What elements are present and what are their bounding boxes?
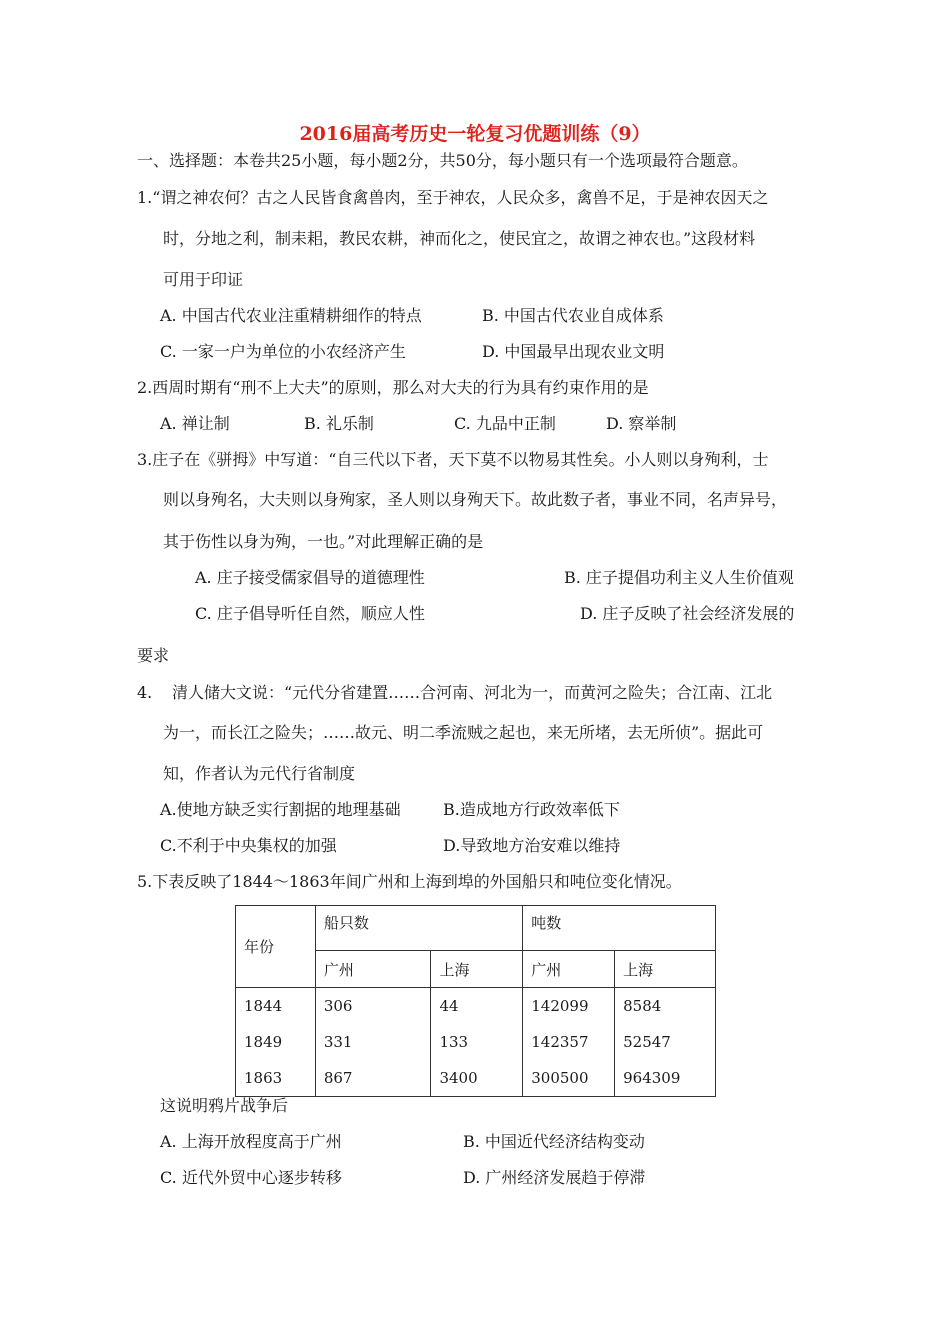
q1-stem-line1: 1.“谓之神农何？古之人民皆食禽兽肉，至于神农，人民众多，禽兽不足，于是神农因天之 <box>137 188 769 207</box>
q4-option-d: D.导致地方治安难以维持 <box>443 836 621 855</box>
table-header-ships: 船只数 <box>315 906 522 951</box>
q4-option-a: A.使地方缺乏实行割据的地理基础 <box>160 800 401 819</box>
table-subheader-cell: 广州 <box>315 951 431 988</box>
q5-option-b: B. 中国近代经济结构变动 <box>463 1132 645 1151</box>
q1-stem-line2: 时，分地之利，制耒耜，教民农耕，神而化之，使民宜之，故谓之神农也。”这段材料 <box>163 229 756 248</box>
table-header-tonnage: 吨数 <box>523 906 716 951</box>
ship-tonnage-table <box>235 905 716 1097</box>
table-cell: 133 <box>431 1024 523 1060</box>
table-cell: 142099 <box>523 988 615 1025</box>
table-subheader-cell: 上海 <box>615 951 716 988</box>
q4-option-c: C.不利于中央集权的加强 <box>160 836 337 855</box>
q3-stem-line3: 其于伤性以身为殉，一也。”对此理解正确的是 <box>163 532 484 551</box>
table-cell: 3400 <box>431 1060 523 1097</box>
table-cell: 1844 <box>236 988 316 1025</box>
q3-stem-line2: 则以身殉名，大夫则以身殉家，圣人则以身殉天下。故此数子者，事业不同，名声异号， <box>163 490 788 509</box>
q4-stem-line1: 清人储大文说：“元代分省建置……合河南、河北为一，而黄河之险失；合江南、江北 <box>172 683 773 702</box>
table-subheader-cell: 广州 <box>523 951 615 988</box>
section-header: 一、选择题：本卷共25小题，每小题2分，共50分，每小题只有一个选项最符合题意。 <box>137 151 748 170</box>
table-row <box>236 1024 716 1060</box>
q3-option-a: A. 庄子接受儒家倡导的道德理性 <box>195 568 425 587</box>
q4-stem-line3: 知，作者认为元代行省制度 <box>163 764 356 783</box>
q4-stem-line2: 为一，而长江之险失；……故元、明二季流贼之起也，来无所堵，去无所侦”。据此可 <box>163 723 764 742</box>
q3-option-b: B. 庄子提倡功利主义人生价值观 <box>564 568 794 587</box>
table-cell: 964309 <box>615 1060 716 1097</box>
q5-option-d: D. 广州经济发展趋于停滞 <box>463 1168 646 1187</box>
table-cell: 1863 <box>236 1060 316 1097</box>
q1-stem-line3: 可用于印证 <box>163 270 244 289</box>
table-cell: 867 <box>315 1060 431 1097</box>
table-cell: 331 <box>315 1024 431 1060</box>
q2-option-d: D. 察举制 <box>606 414 677 433</box>
table-cell: 300500 <box>523 1060 615 1097</box>
q1-option-d: D. 中国最早出现农业文明 <box>482 342 665 361</box>
q2-option-a: A. 禅让制 <box>160 414 230 433</box>
table-header-row <box>236 906 716 951</box>
q4-option-b: B.造成地方行政效率低下 <box>443 800 620 819</box>
q5-stem: 5.下表反映了1844～1863年间广州和上海到埠的外国船只和吨位变化情况。 <box>137 872 682 891</box>
q5-conclusion-stem: 这说明鸦片战争后 <box>160 1096 289 1115</box>
table-cell: 8584 <box>615 988 716 1025</box>
q3-option-d: D. 庄子反映了社会经济发展的 <box>580 604 795 623</box>
table-row <box>236 988 716 1025</box>
table-cell: 44 <box>431 988 523 1025</box>
table-subheader-cell: 上海 <box>431 951 523 988</box>
q2-option-b: B. 礼乐制 <box>304 414 374 433</box>
q1-option-c: C. 一家一户为单位的小农经济产生 <box>160 342 406 361</box>
q3-option-c: C. 庄子倡导听任自然，顺应人性 <box>195 604 425 623</box>
q3-option-d-continued: 要求 <box>137 646 170 665</box>
q1-option-a: A. 中国古代农业注重精耕细作的特点 <box>160 306 422 325</box>
q2-option-c: C. 九品中正制 <box>454 414 556 433</box>
table-cell: 142357 <box>523 1024 615 1060</box>
q5-option-c: C. 近代外贸中心逐步转移 <box>160 1168 342 1187</box>
table-header-year: 年份 <box>236 906 316 988</box>
table-cell: 1849 <box>236 1024 316 1060</box>
q1-option-b: B. 中国古代农业自成体系 <box>482 306 664 325</box>
q2-stem: 2.西周时期有“刑不上大夫”的原则，那么对大夫的行为具有约束作用的是 <box>137 378 649 397</box>
table-cell: 306 <box>315 988 431 1025</box>
q4-number: 4. <box>137 683 153 702</box>
table-cell: 52547 <box>615 1024 716 1060</box>
table-row <box>236 1060 716 1097</box>
q3-stem-line1: 3.庄子在《骈拇》中写道：“自三代以下者，天下莫不以物易其性矣。小人则以身殉利，士 <box>137 450 769 469</box>
document-title: 2016届高考历史一轮复习优题训练（9） <box>299 123 651 145</box>
q5-option-a: A. 上海开放程度高于广州 <box>160 1132 342 1151</box>
